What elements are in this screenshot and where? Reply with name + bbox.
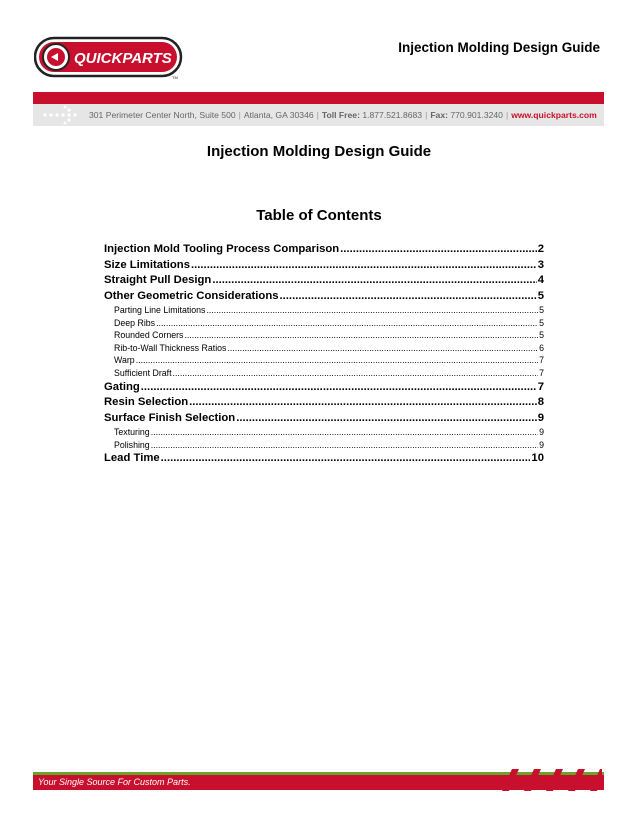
toc-page-number: 6 (539, 342, 544, 353)
toc-page-number: 10 (531, 452, 544, 465)
toc-entry-label: Straight Pull Design (104, 274, 212, 286)
toc-subentry[interactable] (104, 317, 544, 330)
toc-subentry[interactable] (104, 342, 544, 355)
toc-entry-label: Rib-to-Wall Thickness Ratios (114, 342, 227, 353)
toc-entry[interactable] (104, 289, 544, 305)
street-address: 301 Perimeter Center North, Suite 500 (89, 110, 236, 120)
toc-page-number: 5 (539, 330, 544, 341)
separator: | (425, 110, 428, 120)
toc-page-number: 9 (539, 427, 544, 438)
footer-stripes-graphic (492, 769, 602, 791)
toc-entry-label: Texturing (114, 427, 150, 438)
toc-leader-dots (340, 242, 537, 258)
address-band (33, 104, 604, 126)
toc-leader-dots (151, 439, 538, 452)
toc-leader-dots (212, 273, 536, 289)
toc-entry-label: Other Geometric Considerations (104, 289, 279, 302)
toc-entry[interactable] (104, 411, 544, 427)
toc-entry-label: Resin Selection (104, 396, 189, 409)
quickparts-logo (34, 36, 184, 80)
toc-entry-label: Gating (104, 380, 140, 393)
toc-leader-dots (236, 411, 536, 427)
toc-entry-label: Rounded Corners (114, 330, 184, 341)
toc-page-number: 7 (537, 380, 544, 393)
toc-entry-label: Warp (114, 355, 135, 366)
toc-leader-dots (191, 258, 537, 274)
toc-subentry[interactable] (104, 367, 544, 380)
toc-entry-label: Sufficient Draft (114, 367, 172, 378)
toc-page-number: 8 (537, 396, 544, 409)
toc-page-number: 5 (539, 305, 544, 315)
toc-entry-label: Injection Mold Tooling Process Comparison (104, 243, 340, 255)
toc-page-number: 7 (539, 355, 544, 366)
header-red-band (33, 92, 604, 104)
contact-address-line (89, 104, 597, 126)
fax-number: 770.901.3240 (450, 110, 503, 120)
toc-entry-label: Parting Line Limitations (114, 305, 206, 315)
toc-leader-dots (280, 289, 537, 305)
toc-entry[interactable] (104, 380, 544, 396)
city-address: Atlanta, GA 30346 (243, 110, 314, 120)
toc-leader-dots (206, 304, 538, 317)
toc-page-number: 2 (537, 243, 544, 255)
toc-entry-label: Polishing (114, 439, 150, 450)
toc-leader-dots (136, 354, 538, 367)
tollfree-number: 1.877.521.8683 (362, 110, 423, 120)
document-title: Injection Molding Design Guide (206, 143, 432, 160)
toc-page-number: 9 (539, 439, 544, 450)
toc-entry[interactable] (104, 395, 544, 411)
toc-leader-dots (184, 329, 538, 342)
toc-entry[interactable] (104, 258, 544, 274)
arrow-dots-icon (39, 104, 84, 126)
footer-tagline: Your Single Source For Custom Parts. (38, 777, 191, 787)
toc-page-number: 7 (539, 367, 544, 378)
logo-trademark: TM (172, 75, 178, 80)
toc-leader-dots (151, 426, 538, 439)
toc-page-number: 5 (537, 289, 544, 302)
toc-leader-dots (173, 367, 539, 380)
toc-leader-dots (227, 342, 538, 355)
toc-subentry[interactable] (104, 304, 544, 317)
website-link[interactable]: www.quickparts.com (511, 110, 597, 120)
toc-subentry[interactable] (104, 439, 544, 452)
separator: | (238, 110, 241, 120)
logo-wordmark: QUICKPARTS (74, 50, 172, 67)
toc-subentry[interactable] (104, 329, 544, 342)
toc-leader-dots (189, 395, 537, 411)
toc-subentry[interactable] (104, 354, 544, 367)
toc-page-number: 5 (539, 317, 544, 328)
footer-bar (33, 775, 604, 790)
toc-entry[interactable] (104, 451, 544, 467)
toc-page-number: 4 (537, 274, 544, 286)
toc-subentry[interactable] (104, 426, 544, 439)
toc-entry-label: Size Limitations (104, 258, 190, 271)
toc-entry-label: Lead Time (104, 452, 160, 465)
toc-entry-label: Surface Finish Selection (104, 411, 236, 424)
toc-page-number: 3 (537, 258, 544, 271)
toc-entry[interactable] (104, 273, 544, 289)
toc-page-number: 9 (537, 411, 544, 424)
table-of-contents (104, 242, 544, 467)
toc-entry[interactable] (104, 242, 544, 258)
toc-leader-dots (156, 317, 538, 330)
separator: | (505, 110, 509, 120)
toc-leader-dots (141, 380, 537, 396)
separator: | (316, 110, 319, 120)
header-title: Injection Molding Design Guide (398, 40, 600, 55)
toc-heading: Table of Contents (256, 207, 382, 224)
toc-leader-dots (161, 451, 531, 467)
fax-label: Fax: (430, 110, 448, 120)
tollfree-label: Toll Free: (321, 110, 360, 120)
toc-entry-label: Deep Ribs (114, 317, 156, 328)
